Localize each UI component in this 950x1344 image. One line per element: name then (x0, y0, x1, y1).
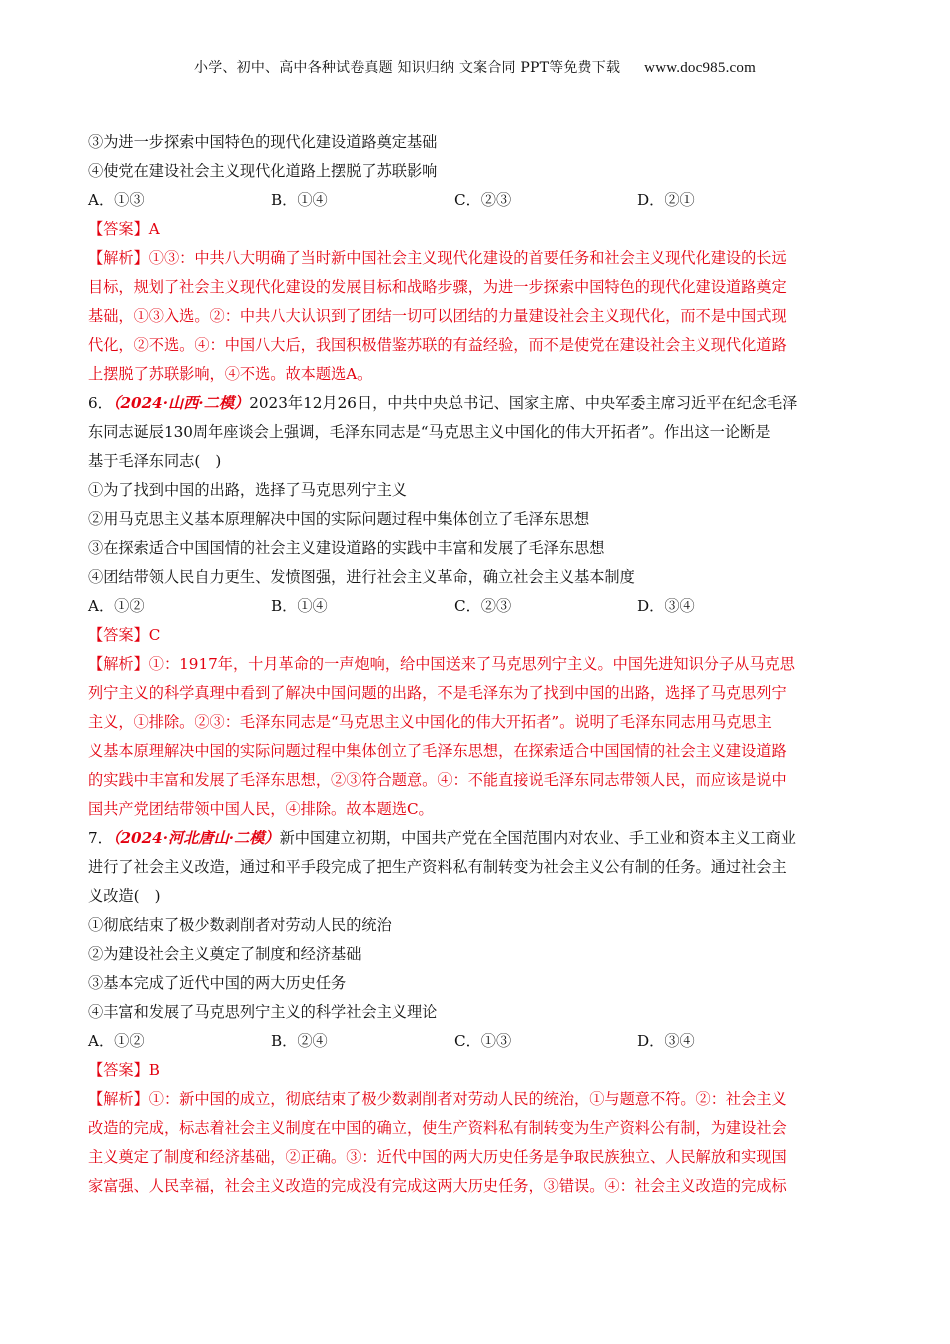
q6-option-b: B．①④ (271, 597, 328, 615)
q5-analysis-line: 基础，①③入选。②：中共八大认识到了团结一切可以团结的力量建设社会主义现代化，而不是中国式现 (88, 307, 787, 325)
q7-item-3: ③基本完成了近代中国的两大历史任务 (88, 974, 347, 992)
q6-item-4: ④团结带领人民自力更生、发愤图强，进行社会主义革命，确立社会主义基本制度 (88, 568, 635, 586)
q6-analysis-line: 国共产党团结带领中国人民，④排除。故本题选C。 (88, 800, 434, 818)
q5-option-b: B．①④ (271, 191, 328, 209)
q5-option-a: A．①③ (88, 191, 145, 209)
q5-item-3: ③为进一步探索中国特色的现代化建设道路奠定基础 (88, 133, 438, 151)
q6-item-2: ②用马克思主义基本原理解决中国的实际问题过程中集体创立了毛泽东思想 (88, 510, 590, 528)
q6-source: （2024·山西·二模） (112, 394, 250, 412)
q7-analysis-line: 主义奠定了制度和经济基础，②正确。③：近代中国的两大历史任务是争取民族独立、人民解放和实现国 (88, 1148, 787, 1166)
q7-item-1: ①彻底结束了极少数剥削者对劳动人民的统治 (88, 916, 392, 934)
q6-option-a: A．①② (88, 597, 145, 615)
q7-options (88, 1027, 866, 1056)
q7-analysis (88, 1085, 866, 1201)
q5-analysis (88, 244, 866, 389)
q7-analysis-line: 改造的完成，标志着社会主义制度在中国的确立，使生产资料私有制转变为生产资料公有制，为建设社会 (88, 1119, 787, 1137)
q7-option-a: A．①② (88, 1032, 145, 1050)
q6-option-c: C．②③ (454, 597, 512, 615)
q6-analysis-line: 的实践中丰富和发展了毛泽东思想，②③符合题意。④：不能直接说毛泽东同志带领人民，而应该是说中 (88, 771, 787, 789)
document-body (88, 128, 866, 1201)
q7-answer: 【答案】B (88, 1061, 160, 1079)
q6-stem-line-3: 基于毛泽东同志( ) (88, 452, 222, 470)
q6-stem-line-1 (88, 389, 866, 418)
q6-analysis-line: 义基本原理解决中国的实际问题过程中集体创立了毛泽东思想，在探索适合中国国情的社会主义建设道路 (88, 742, 787, 760)
q6-number: 6． (88, 394, 113, 412)
q5-analysis-line: 上摆脱了苏联影响，④不选。故本题选A。 (88, 365, 373, 383)
q7-option-d: D．③④ (637, 1032, 695, 1050)
q5-option-c: C．②③ (454, 191, 512, 209)
q7-item-4: ④丰富和发展了马克思列宁主义的科学社会主义理论 (88, 1003, 438, 1021)
q6-analysis-line: 【解析】①：1917年，十月革命的一声炮响，给中国送来了马克思列宁主义。中国先进知识分子从马克思 (88, 655, 795, 673)
q5-item-4: ④使党在建设社会主义现代化道路上摆脱了苏联影响 (88, 162, 438, 180)
page-header (0, 57, 950, 77)
q5-answer: 【答案】A (88, 220, 160, 238)
q7-number: 7． (88, 829, 113, 847)
q6-analysis-line: 主义，①排除。②③：毛泽东同志是“马克思主义中国化的伟大开拓者”。说明了毛泽东同志用马克思主 (88, 713, 772, 731)
q7-analysis-line: 【解析】①：新中国的成立，彻底结束了极少数剥削者对劳动人民的统治，①与题意不符。②：社会主义 (88, 1090, 787, 1108)
q6-analysis (88, 650, 866, 824)
q7-analysis-line: 家富强、人民幸福，社会主义改造的完成没有完成这两大历史任务，③错误。④：社会主义改造的完成标 (88, 1177, 787, 1195)
header-site-link[interactable]: www.doc985.com (644, 60, 756, 76)
q7-item-2: ②为建设社会主义奠定了制度和经济基础 (88, 945, 362, 963)
q6-item-1: ①为了找到中国的出路，选择了马克思列宁主义 (88, 481, 407, 499)
q5-option-d: D．②① (637, 191, 695, 209)
q7-source: （2024·河北唐山·二模） (112, 829, 280, 847)
q6-stem-line-2: 东同志诞辰130周年座谈会上强调，毛泽东同志是“马克思主义中国化的伟大开拓者”。作出这一论断是 (88, 423, 771, 441)
q6-analysis-line: 列宁主义的科学真理中看到了解决中国问题的出路，不是毛泽东为了找到中国的出路，选择了马克思列宁 (88, 684, 787, 702)
q5-analysis-line: 目标，规划了社会主义现代化建设的发展目标和战略步骤，为进一步探索中国特色的现代化建设道路奠定 (88, 278, 787, 296)
q5-analysis-line: 【解析】①③：中共八大明确了当时新中国社会主义现代化建设的首要任务和社会主义现代化建设的长远 (88, 249, 787, 267)
q6-options (88, 592, 866, 621)
q7-option-b: B．②④ (271, 1032, 328, 1050)
q6-stem-text: 2023年12月26日，中共中央总书记、国家主席、中央军委主席习近平在纪念毛泽 (249, 394, 798, 412)
header-text: 小学、初中、高中各种试卷真题 知识归纳 文案合同 PPT等免费下载 (194, 60, 621, 76)
q5-options (88, 186, 866, 215)
q5-analysis-line: 代化，②不选。④：中国八大后，我国积极借鉴苏联的有益经验，而不是使党在建设社会主义现代化道路 (88, 336, 787, 354)
q7-option-c: C．①③ (454, 1032, 512, 1050)
q6-option-d: D．③④ (637, 597, 695, 615)
q6-item-3: ③在探索适合中国国情的社会主义建设道路的实践中丰富和发展了毛泽东思想 (88, 539, 605, 557)
q7-stem-line-2: 进行了社会主义改造，通过和平手段完成了把生产资料私有制转变为社会主义公有制的任务。通过社会主 (88, 858, 787, 876)
q7-stem-text: 新中国建立初期，中国共产党在全国范围内对农业、手工业和资本主义工商业 (279, 829, 796, 847)
q7-stem-line-1 (88, 824, 866, 853)
q7-stem-line-3: 义改造( ) (88, 887, 161, 905)
q6-answer: 【答案】C (88, 626, 161, 644)
